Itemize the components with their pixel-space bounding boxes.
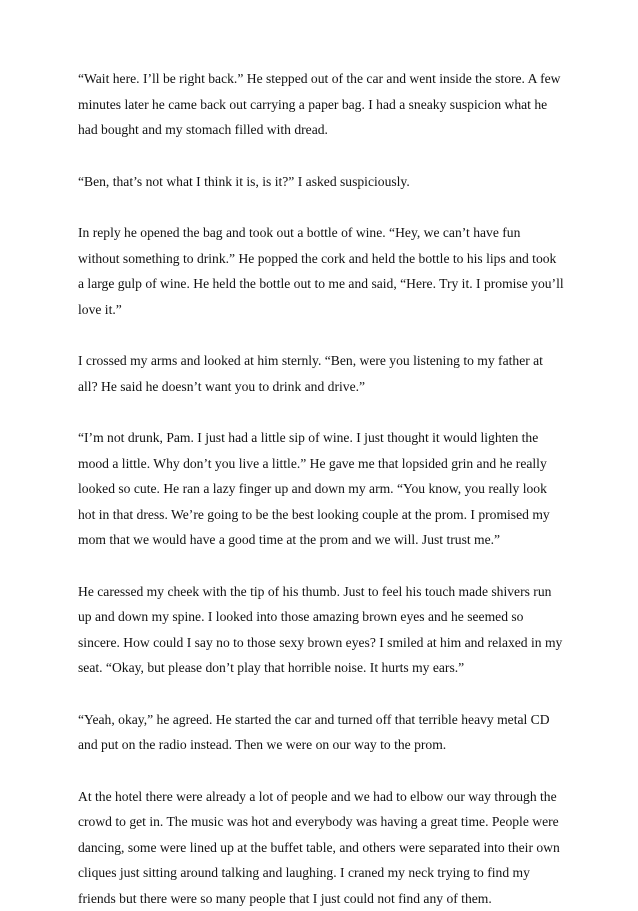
paragraph-6: He caressed my cheek with the tip of his thumb. Just to feel his touch made shivers run up and down my spine. I looked into those amazing brown eyes and he seemed so sincere. How could I say no to those sexy brown eyes? I smiled at him and relaxed in my seat. “Okay, but please don’t play that horrible noise. It hurts my ears.” (78, 579, 564, 681)
paragraph-5: “I’m not drunk, Pam. I just had a little sip of wine. I just thought it would lighten the mood a little. Why don’t you live a little.” He gave me that lopsided grin and he really looked so cute. He ran a lazy finger up and down my arm. “You know, you really look hot in that dress. We’re going to be the best looking couple at the prom. I promised my mom that we would have a good time at the prom and we will. Just trust me.” (78, 425, 564, 553)
paragraph-7: “Yeah, okay,” he agreed. He started the car and turned off that terrible heavy metal CD and put on the radio instead. Then we were on our way to the prom. (78, 707, 564, 758)
paragraph-2: “Ben, that’s not what I think it is, is it?” I asked suspiciously. (78, 169, 564, 195)
paragraph-1: “Wait here. I’ll be right back.” He stepped out of the car and went inside the store. A few minutes later he came back out carrying a paper bag. I had a sneaky suspicion what he had bought and my stomach filled with dread. (78, 66, 564, 143)
paragraph-4: I crossed my arms and looked at him sternly. “Ben, were you listening to my father at all? He said he doesn’t want you to drink and drive.” (78, 348, 564, 399)
paragraph-3: In reply he opened the bag and took out a bottle of wine. “Hey, we can’t have fun without something to drink.” He popped the cork and held the bottle to his lips and took a large gulp of wine. He held the bottle out to me and said, “Here. Try it. I promise you’ll love it.” (78, 220, 564, 322)
paragraph-8: At the hotel there were already a lot of people and we had to elbow our way through the crowd to get in. The music was hot and everybody was having a great time. People were dancing, some were lined up at the buffet table, and others were separated into their own cliques just sitting around talking and laughing. I craned my neck trying to find my friends but there were so many people that I just could not find any of them. (78, 784, 564, 911)
